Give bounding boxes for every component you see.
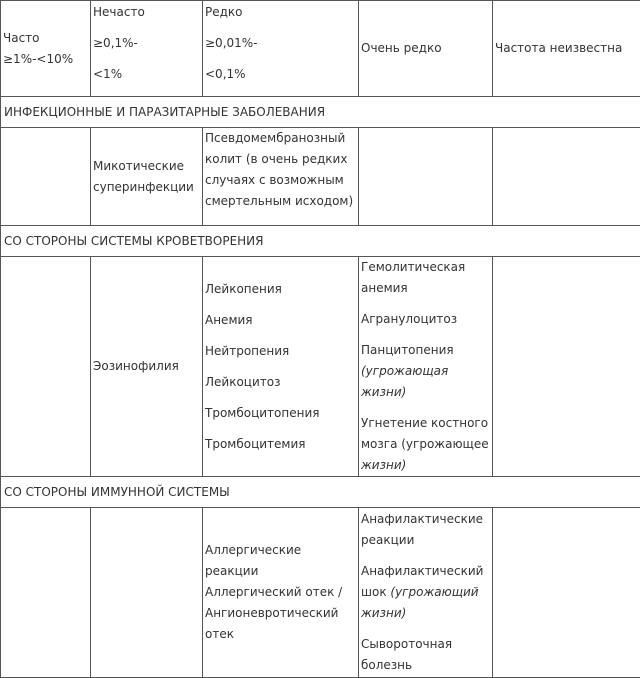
frequent-cell: [1, 508, 91, 678]
list-item: Агранулоцитоз: [361, 309, 490, 330]
rare-cell: Аллергические реакции Аллергический отек / Ангионевротический отек: [203, 508, 359, 678]
list-item: Анафилактические реакции: [361, 509, 490, 551]
list-item: Нейтропения: [205, 341, 356, 362]
header-frequent: Часто ≥1%-<10%: [1, 1, 91, 97]
list-item: Тромбоцитемия: [205, 434, 356, 455]
list-item: Угнетение костного мозга (угрожающее жизни): [361, 413, 490, 476]
list-item: Гемолитическая анемия: [361, 257, 490, 299]
header-row: [1, 1, 640, 97]
list-item: Анафилактический шок (угрожающий жизни): [361, 561, 490, 624]
list-item: Лейкопения: [205, 279, 356, 300]
very-rare-cell: [359, 508, 493, 678]
section-row-immune: [1, 477, 640, 508]
header-uncommon: Нечасто ≥0,1%- <1%: [91, 1, 203, 97]
immune-row: [1, 508, 640, 678]
frequent-cell: [1, 257, 91, 477]
list-item: Тромбоцитопения: [205, 403, 356, 424]
list-item: Лейкоцитоз: [205, 372, 356, 393]
rare-cell: [203, 257, 359, 477]
uncommon-cell: Микотические суперинфекции: [91, 128, 203, 226]
section-title: ИНФЕКЦИОННЫЕ И ПАРАЗИТАРНЫЕ ЗАБОЛЕВАНИЯ: [1, 97, 640, 128]
list-item: Сывороточная болезнь: [361, 634, 490, 676]
list-item: Панцитопения (угрожающая жизни): [361, 340, 490, 403]
section-title: СО СТОРОНЫ ИММУННОЙ СИСТЕМЫ: [1, 477, 640, 508]
list-item: Анемия: [205, 310, 356, 331]
uncommon-cell: Эозинофилия: [91, 257, 203, 477]
section-title: СО СТОРОНЫ СИСТЕМЫ КРОВЕТВОРЕНИЯ: [1, 226, 640, 257]
header-rare: Редко ≥0,01%- <0,1%: [203, 1, 359, 97]
unknown-cell: [493, 508, 640, 678]
uncommon-cell: [91, 508, 203, 678]
very-rare-cell: [359, 257, 493, 477]
header-unknown: Частота неизвестна: [493, 1, 640, 97]
section-row-infections: [1, 97, 640, 128]
blood-row: [1, 257, 640, 477]
section-row-blood: [1, 226, 640, 257]
rare-cell: Псевдомембранозный колит (в очень редких случаях с возможным смертельным исходом): [203, 128, 359, 226]
header-very-rare: Очень редко: [359, 1, 493, 97]
infections-row: [1, 128, 640, 226]
unknown-cell: [493, 128, 640, 226]
very-rare-cell: [359, 128, 493, 226]
unknown-cell: [493, 257, 640, 477]
frequent-cell: [1, 128, 91, 226]
